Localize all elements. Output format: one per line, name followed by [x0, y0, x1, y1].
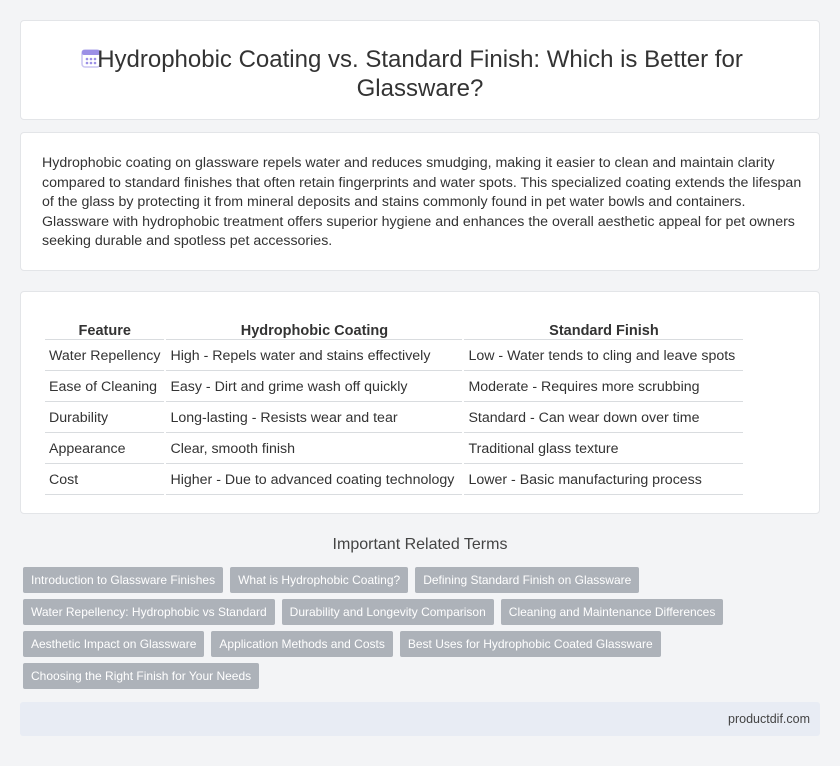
table-cell: Water Repellency — [45, 342, 164, 371]
table-cell: Standard - Can wear down over time — [464, 404, 743, 433]
tag-row — [23, 663, 823, 689]
related-term-tag[interactable]: Application Methods and Costs — [211, 631, 392, 657]
table-cell: Higher - Due to advanced coating technology — [166, 466, 462, 495]
table-cell: Traditional glass texture — [464, 435, 743, 464]
intro-card — [20, 132, 820, 271]
table-cell: High - Repels water and stains effectively — [166, 342, 462, 371]
table-cell: Appearance — [45, 435, 164, 464]
related-term-tag[interactable]: Water Repellency: Hydrophobic vs Standard — [23, 599, 275, 625]
footer — [20, 702, 820, 736]
table-cell: Low - Water tends to cling and leave spots — [464, 342, 743, 371]
table-cell: Clear, smooth finish — [166, 435, 462, 464]
footer-site-link[interactable]: productdif.com — [728, 712, 810, 726]
related-term-tag[interactable]: Durability and Longevity Comparison — [282, 599, 494, 625]
related-term-tag[interactable]: Choosing the Right Finish for Your Needs — [23, 663, 259, 689]
related-term-tag[interactable]: Defining Standard Finish on Glassware — [415, 567, 639, 593]
header-hydrophobic: Hydrophobic Coating — [166, 318, 462, 340]
table-row — [45, 404, 743, 433]
header-standard: Standard Finish — [464, 318, 743, 340]
related-terms-title: Important Related Terms — [332, 536, 508, 553]
table-cell: Durability — [45, 404, 164, 433]
page-title-line-2: Glassware? — [356, 75, 484, 102]
tag-row — [23, 599, 823, 625]
table-row — [45, 466, 743, 495]
table-cell: Moderate - Requires more scrubbing — [464, 373, 743, 402]
page-title-line-1: Hydrophobic Coating vs. Standard Finish: Which is Better for — [97, 46, 743, 73]
comparison-table — [43, 316, 745, 497]
tag-row — [23, 631, 823, 657]
table-row — [45, 342, 743, 371]
table-cell: Cost — [45, 466, 164, 495]
header-card — [20, 20, 820, 120]
table-row — [45, 373, 743, 402]
related-term-tag[interactable]: Aesthetic Impact on Glassware — [23, 631, 204, 657]
comparison-card — [20, 291, 820, 514]
table-cell: Ease of Cleaning — [45, 373, 164, 402]
header-feature: Feature — [45, 318, 164, 340]
related-term-tag[interactable]: Introduction to Glassware Finishes — [23, 567, 223, 593]
related-term-tag[interactable]: Best Uses for Hydrophobic Coated Glassware — [400, 631, 661, 657]
intro-paragraph: Hydrophobic coating on glassware repels water and reduces smudging, making it easier to clean and maintain clarity compared to standard finishes that often retain fingerprints and water spots. This specialized coating extends the lifespan of the glass by protecting it from mineral deposits and stains commonly found in pet water bowls and containers. Glassware with hydrophobic treatment offers superior hygiene and enhances the overall aesthetic appeal for pet owners seeking durable and spotless pet accessories. — [42, 155, 802, 250]
table-cell: Easy - Dirt and grime wash off quickly — [166, 373, 462, 402]
page-title — [21, 45, 819, 103]
related-term-tag[interactable]: Cleaning and Maintenance Differences — [501, 599, 724, 625]
table-cell: Lower - Basic manufacturing process — [464, 466, 743, 495]
table-header-row — [45, 318, 743, 340]
related-terms-list — [23, 567, 823, 695]
table-row — [45, 435, 743, 464]
related-term-tag[interactable]: What is Hydrophobic Coating? — [230, 567, 408, 593]
tag-row — [23, 567, 823, 593]
table-cell: Long-lasting - Resists wear and tear — [166, 404, 462, 433]
